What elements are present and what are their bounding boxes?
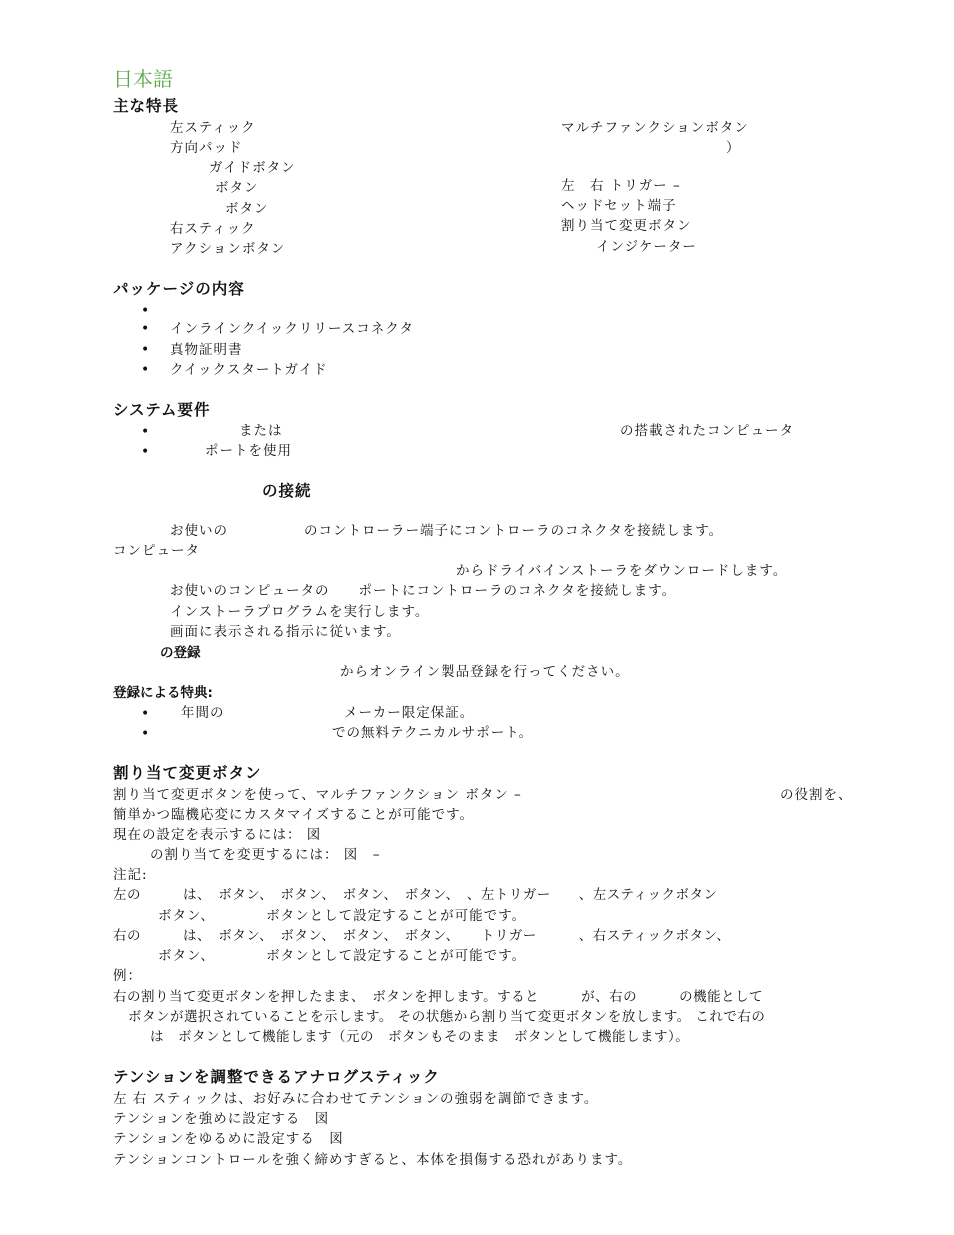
connect-step-5: 画面に表示される指示に従います。 [170, 624, 401, 640]
remap-view-setting: 現在の設定を表示するには： 図 [113, 827, 322, 843]
tension-warning: テンションコントロールを強く締めすぎると、本体を損傷する恐れがあります。 [113, 1152, 633, 1168]
feature-headset-jack: ヘッドセット端子 [561, 198, 677, 214]
system-heading: システム要件 [113, 401, 211, 419]
package-item: 真物証明書 [170, 342, 243, 358]
tension-heading: テンションを調整できるアナログスティック [113, 1068, 440, 1086]
remap-note-right-2: ボタン、 ボタンとして設定することが可能です。 [158, 948, 527, 964]
feature-triggers: 左 右 トリガー – [561, 178, 681, 194]
connect-step-2a: コンピュータ [113, 543, 200, 559]
feature-button-a: ボタン [215, 180, 259, 196]
remap-example-3: は ボタンとして機能します（元の ボタンもそのまま ボタンとして機能します）。 [150, 1029, 690, 1045]
bullet-dot: • [141, 342, 150, 358]
feature-indicator: インジケーター [596, 239, 697, 255]
package-item: インラインクイックリリースコネクタ [170, 321, 414, 337]
register-benefit-support: での無料テクニカルサポート。 [332, 725, 533, 741]
tension-tighten: テンションを強めに設定する 図 [113, 1111, 330, 1127]
feature-paren: ） [726, 140, 741, 156]
remap-note-right-1: 右の は、 ボタン、 ボタン、 ボタン、 ボタン、 トリガー 、右スティックボタン、 [113, 928, 731, 944]
remap-example-2: ボタンが選択されていることを示します。 その状態から割り当て変更ボタンを放します。 これで右の [128, 1009, 766, 1025]
package-item: クイックスタートガイド [170, 362, 328, 378]
remap-note-left-1: 左の は、 ボタン、 ボタン、 ボタン、 ボタン、 、左トリガー 、左スティックボタン [113, 887, 718, 903]
package-heading: パッケージの内容 [113, 280, 245, 298]
feature-dpad: 方向パッド [170, 140, 243, 156]
remap-example-1: 右の割り当て変更ボタンを押したまま、 ボタンを押します。すると が、右の の機能として [113, 989, 764, 1005]
remap-heading: 割り当て変更ボタン [113, 764, 262, 782]
language-title: 日本語 [113, 67, 173, 91]
remap-para-1a: 割り当て変更ボタンを使って、マルチファンクション ボタン – [113, 787, 522, 803]
tension-text-1: 左 右 スティックは、お好みに合わせてテンションの強弱を調節できます。 [113, 1091, 599, 1107]
register-benefit-warranty-b: メーカー限定保証。 [344, 705, 475, 721]
bullet-dot: • [141, 303, 150, 319]
remap-note-left-2: ボタン、 ボタンとして設定することが可能です。 [158, 908, 527, 924]
connect-step-2b: からドライバインストーラをダウンロードします。 [456, 563, 788, 579]
remap-example-label: 例： [113, 968, 142, 984]
bullet-dot: • [141, 706, 150, 722]
bullet-dot: • [141, 726, 150, 742]
feature-guide-button: ガイドボタン [209, 160, 296, 176]
connect-step-1b: のコントローラー端子にコントローラのコネクタを接続します。 [304, 523, 724, 539]
remap-para-1b: の役割を、 [780, 787, 853, 803]
remap-change-setting: の割り当てを変更するには： 図 – [150, 847, 381, 863]
register-benefit-warranty-a: 年間の [181, 705, 225, 721]
feature-button-b: ボタン [225, 201, 269, 217]
remap-note-label: 注記: [113, 867, 148, 883]
bullet-dot: • [141, 321, 150, 337]
system-os-or: または [239, 423, 283, 439]
feature-left-stick: 左スティック [170, 120, 256, 136]
connect-heading: の接続 [262, 482, 312, 500]
register-text: からオンライン製品登録を行ってください。 [340, 664, 630, 680]
connect-step-1a: お使いの [170, 523, 228, 539]
features-heading: 主な特長 [113, 97, 180, 115]
connect-step-4: インストーラプログラムを実行します。 [170, 604, 430, 620]
feature-multifunction-button: マルチファンクションボタン [561, 120, 749, 136]
system-port: ポートを使用 [205, 443, 292, 459]
tension-loosen: テンションをゆるめに設定する 図 [113, 1131, 344, 1147]
register-benefits-heading: 登録による特典: [113, 685, 213, 701]
bullet-dot: • [141, 362, 150, 378]
bullet-dot: • [141, 424, 150, 440]
feature-action-buttons: アクションボタン [170, 241, 286, 257]
remap-para-2: 簡単かつ臨機応変にカスタマイズすることが可能です。 [113, 807, 475, 823]
register-heading: の登録 [160, 645, 201, 661]
connect-step-3: お使いのコンピュータの ポートにコントローラのコネクタを接続します。 [170, 583, 677, 599]
feature-remap-button: 割り当て変更ボタン [561, 218, 692, 234]
feature-right-stick: 右スティック [170, 221, 256, 237]
bullet-dot: • [141, 444, 150, 460]
system-computer: の搭載されたコンピュータ [620, 423, 794, 439]
